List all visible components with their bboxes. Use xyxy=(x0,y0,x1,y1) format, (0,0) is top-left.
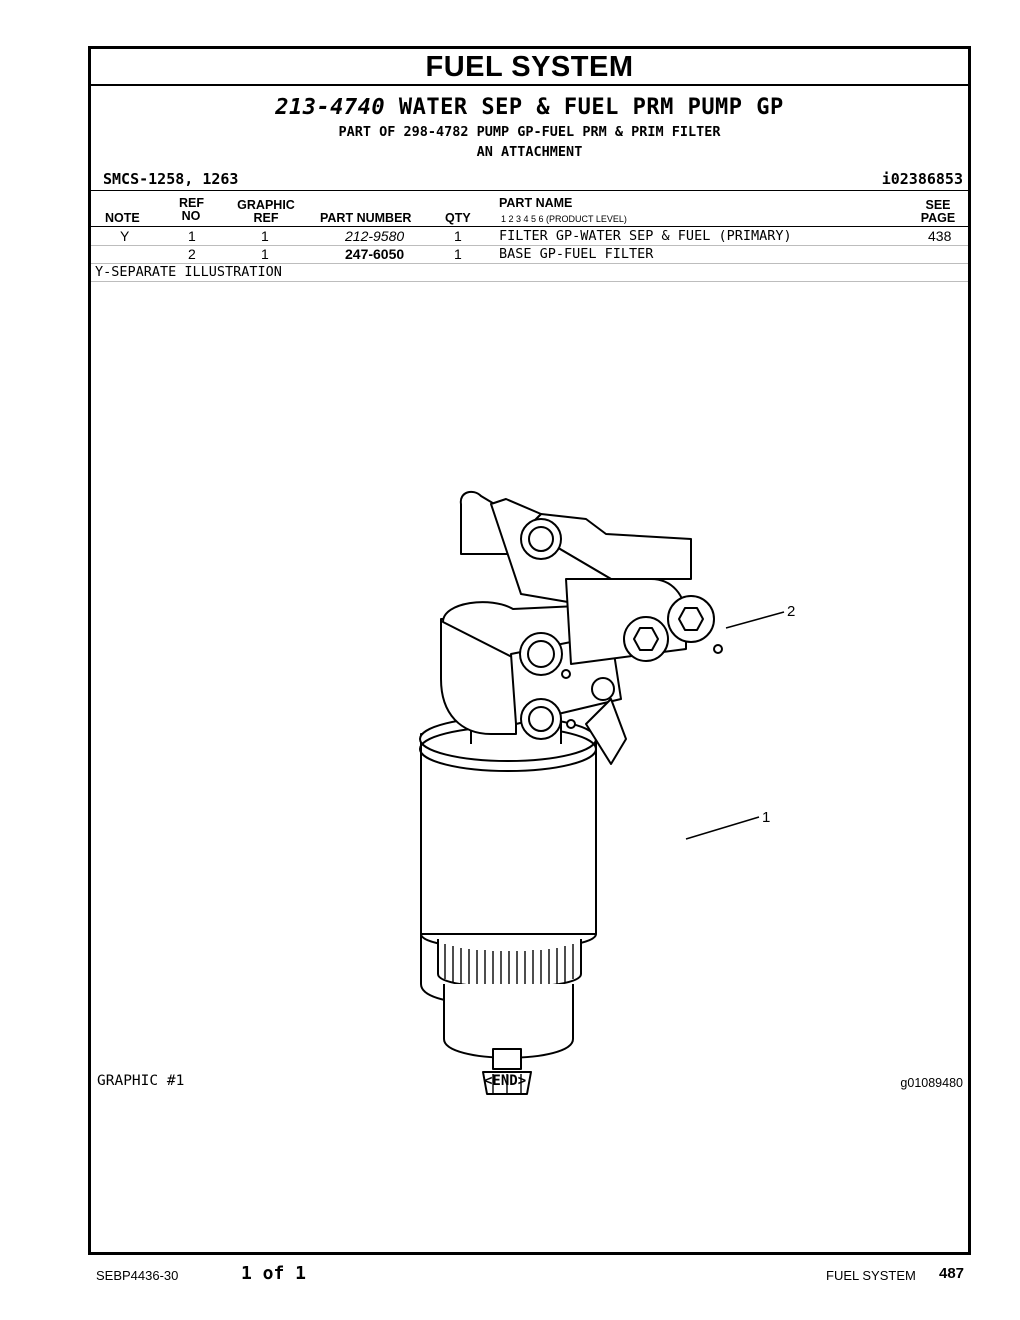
group-name: WATER SEP & FUEL PRM PUMP GP xyxy=(398,95,784,120)
attachment-line: AN ATTACHMENT xyxy=(476,144,583,160)
doc-number: SEBP4436-30 xyxy=(96,1268,179,1283)
smcs-code: SMCS-1258, 1263 xyxy=(103,170,239,188)
col-product-level: 1 2 3 4 5 6 (PRODUCT LEVEL) xyxy=(501,214,627,224)
col-see-top: SEE xyxy=(925,198,951,212)
row1-see-page[interactable]: 438 xyxy=(928,228,952,244)
leader-line-1 xyxy=(686,817,759,839)
base-group xyxy=(441,492,722,764)
group-number: 213-4740 xyxy=(275,95,386,120)
col-note: NOTE xyxy=(105,211,140,225)
footer-section: FUEL SYSTEM xyxy=(826,1268,916,1283)
col-graphic-top: GRAPHIC xyxy=(237,198,295,212)
row1-part-number[interactable]: 212-9580 xyxy=(345,228,405,244)
end-marker: <END> xyxy=(484,1073,527,1089)
filter-canister xyxy=(420,717,596,1094)
col-ref-bottom: NO xyxy=(181,209,201,223)
row2-ref-no: 2 xyxy=(188,246,196,262)
row1-graphic-ref: 1 xyxy=(261,228,269,244)
col-graphic-bottom: REF xyxy=(253,211,279,225)
graphic-label: GRAPHIC #1 xyxy=(97,1073,185,1089)
table-bottom-divider xyxy=(91,281,968,282)
graphic-id: g01089480 xyxy=(900,1076,963,1090)
filter-illustration xyxy=(341,444,796,1084)
row1-qty: 1 xyxy=(454,228,462,244)
row1-note: Y xyxy=(120,228,130,244)
page-of: 1 of 1 xyxy=(241,1263,307,1284)
col-part-number: PART NUMBER xyxy=(320,211,412,225)
col-ref-top: REF xyxy=(179,196,204,210)
row2-graphic-ref: 1 xyxy=(261,246,269,262)
table-footnote: Y-SEPARATE ILLUSTRATION xyxy=(95,264,282,280)
group-heading xyxy=(91,95,968,120)
row2-qty: 1 xyxy=(454,246,462,262)
column-header-divider xyxy=(91,226,968,227)
callout-2: 2 xyxy=(787,603,796,620)
callout-1: 1 xyxy=(762,809,771,826)
part-of-line: PART OF 298-4782 PUMP GP-FUEL PRM & PRIM FILTER xyxy=(338,124,721,140)
leader-line-2 xyxy=(726,612,784,628)
row2-part-name: BASE GP-FUEL FILTER xyxy=(499,246,654,262)
col-part-name: PART NAME xyxy=(499,196,573,210)
row1-part-name: FILTER GP-WATER SEP & FUEL (PRIMARY) xyxy=(499,228,792,244)
illustration-id: i02386853 xyxy=(881,170,963,188)
page-title: FUEL SYSTEM xyxy=(425,51,634,83)
row2-part-number[interactable]: 247-6050 xyxy=(345,246,405,262)
page-frame xyxy=(88,46,971,1255)
row1-ref-no: 1 xyxy=(188,228,196,244)
col-see-bottom: PAGE xyxy=(920,211,956,225)
page-number: 487 xyxy=(939,1265,965,1282)
title-divider xyxy=(91,84,968,86)
col-qty: QTY xyxy=(445,211,471,225)
header-divider xyxy=(91,190,968,191)
